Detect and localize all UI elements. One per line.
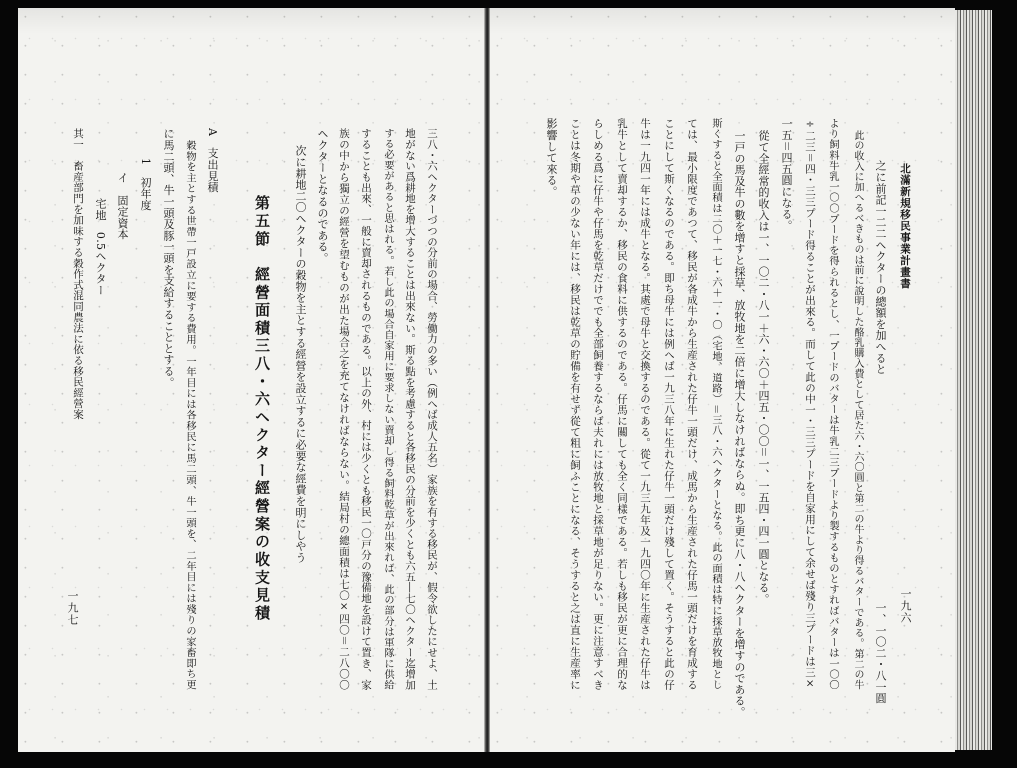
plan-title: 其一 畜産部門を加味する穀作式混同農法に依る移民經營案	[72, 128, 84, 420]
body-text-line: する必要があると思はれる。若し此の場合自家用に要求しない賣却し得る飼料乾草が出來れば、此の部分は軍隊に供給	[382, 128, 394, 690]
page-number: 一九六	[899, 588, 912, 624]
page-number: 一九七	[66, 590, 79, 626]
body-text-line: 穀物を主とする世帶一戸設立に要する費用。一年目には各移民に馬二頭、牛一頭を、二年目には殘りの家畜即ち更	[184, 140, 196, 690]
body-text-line: 地がない爲耕地を增大することは出來ない。斯る點を考慮すると各移民の分前を少くとも六五―七〇ヘクター迄增加	[404, 128, 416, 690]
body-text-line: に馬二頭、牛一頭及豚一頭を支給することとする。	[162, 128, 175, 388]
subtotal-value: 一、一〇二・八一圓	[874, 602, 887, 704]
year-label: 1 初年度	[139, 158, 152, 211]
body-text-line: 此の收入に加へるべきものは前に說明した酪乳購入費として居た六・六〇圓と第二の牛より得るバターである。第二の牛	[852, 130, 863, 690]
body-text-line: ては、最小限度であつて、移民が各成牛から生産された仔牛一頭だけ、成馬から生産された仔馬一頭だけを育成する	[686, 118, 698, 690]
body-text-line: することも出來、一般に賣却されるものである。以上の外、村には少くとも移民一〇戸分の豫備地を設けて置き、家	[360, 128, 372, 690]
body-text-line: 從て全經常的收入は一、一〇二・八一＋六・六〇＋四五・〇〇＝一、一五四・四一圓となる。	[757, 130, 770, 605]
body-text-line: ことにして斯くなるのである。即ち母牛には例へば一九三八年に生れた仔牛一頭だけ殘して置く。そうすると此の仔	[663, 118, 675, 690]
body-text-line: 之に前記一二二ヘクターの總額を加へると	[874, 160, 887, 375]
body-text-line: ÷二三＝四・三三プード得ることが出來る。而して此の中一・三三プードを自家用にして余せば殘り三プードは三×	[804, 118, 816, 690]
running-header: 北滿新規移民事業計畫書	[899, 163, 911, 290]
body-text-line: 斯くすると全面積は二〇＋一七・六＋一・〇（宅地、道路）＝三八・六ヘクターとなる。此の面積は特に採草放牧地とし	[710, 118, 722, 690]
page-stack-edge	[955, 10, 992, 750]
body-text-line: 三八・六ヘクターづつの分前の場合、勞働力の多い（例へば成人五名）家族を有する移民が、假令欲したにせよ、土	[426, 128, 438, 690]
body-text-line: 一戸の馬及牛の數を增すと採草、放牧地を二倍に增大しなければならぬ。即ち更に八・八ヘクターを增すのである。	[733, 130, 746, 718]
section-heading: 第五節 經營面積三八・六ヘクター經營案の收支見積	[253, 195, 271, 620]
body-text-line: 影響して來る。	[545, 118, 558, 198]
body-text-line: らしめる爲に仔牛や仔馬を乾草だけででも全部飼養するならば夫れには放牧地と採草地が足りない。更に注意すべき	[592, 118, 604, 690]
body-text-line: 族の中から獨立の經營を望むものが出た場合之を充てなければならない。結局村の總面積は七〇×四〇＝二八〇〇	[338, 128, 350, 690]
body-text-line: 次に耕地二〇ヘクターの穀物を主とする經營を設立するに必要な經費を明にしやう	[294, 145, 307, 564]
body-text-line: ことは冬期や草の少ない年には、移民は乾草の貯備を有せず從て粗に飼ふことになる、そうすると之は直に生産率に	[569, 118, 581, 690]
body-text-line: 乳牛として賣却するか、移民の食料に供するのである。仔馬に關しても全く同樣である。若しも移民が更に合理的な	[616, 118, 628, 690]
left-page	[18, 8, 484, 752]
body-text-line: 一五＝四五圓になる。	[780, 118, 793, 231]
body-text-line: ヘクターとなるのである。	[316, 128, 329, 264]
capital-label: イ 固定資本	[116, 172, 129, 240]
homestead-item: 宅地 0.5ヘクター	[94, 198, 107, 296]
right-page	[490, 8, 955, 752]
body-text-line: 牛は一九四一年には成牛となる。其處で母牛と交換するのである。從て一九三九年及一九四〇年に生産された仔牛は	[639, 118, 651, 690]
expense-heading: A 支出見積	[206, 128, 219, 193]
body-text-line: より飼料牛乳一〇〇プードを得られるとし、一プードのバターは牛乳二三プードより製するものとすればバターは一〇〇	[827, 118, 839, 690]
